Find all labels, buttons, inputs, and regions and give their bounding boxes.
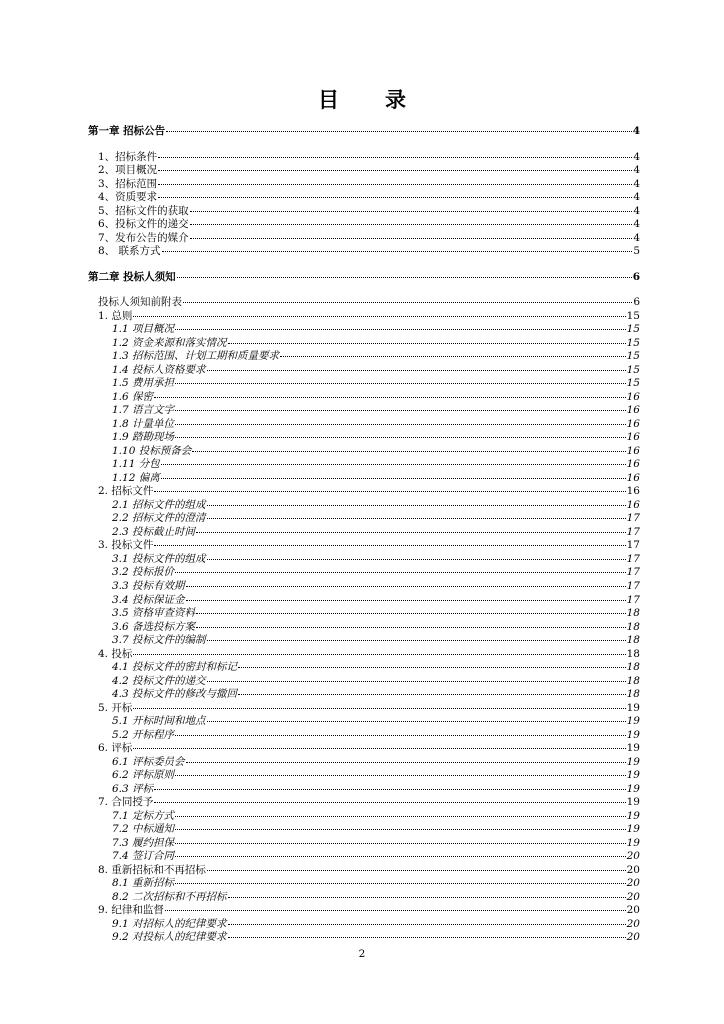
- dot-leader: [207, 681, 626, 682]
- dot-leader: [133, 748, 625, 749]
- toc-entry[interactable]: [88, 702, 640, 716]
- dot-leader: [165, 910, 626, 911]
- toc-entry[interactable]: [88, 485, 640, 499]
- page-number: 2: [358, 948, 366, 960]
- dot-leader: [158, 157, 632, 158]
- toc-entry[interactable]: [88, 526, 640, 540]
- dot-leader: [175, 437, 626, 438]
- toc-entry-page: 20: [626, 917, 640, 930]
- toc-entry-page: 18: [626, 661, 640, 674]
- toc-entry-page: 20: [626, 863, 640, 876]
- toc-entry-page: 4: [633, 231, 640, 244]
- toc-entry[interactable]: [88, 837, 640, 851]
- dot-leader: [196, 627, 626, 628]
- toc-entry-title: 6. 评标: [98, 742, 133, 755]
- toc-entry-title: 2. 招标文件: [98, 485, 154, 498]
- dot-leader: [186, 762, 626, 763]
- toc-entry[interactable]: [88, 512, 640, 526]
- toc-entry-title: 1.8 计量单位: [112, 417, 175, 430]
- dot-leader: [207, 640, 626, 641]
- toc-entry-title: 3.6 备选投标方案: [112, 620, 196, 633]
- dot-leader: [190, 238, 633, 239]
- toc-entry[interactable]: [88, 904, 640, 918]
- toc-entry-title: 6、投标文件的递交: [98, 218, 189, 231]
- dot-leader: [175, 572, 626, 573]
- dot-leader: [175, 410, 626, 411]
- toc-entry-page: 6: [633, 296, 640, 309]
- toc-entry-title: 5. 开标: [98, 701, 133, 714]
- dot-leader: [175, 883, 626, 884]
- toc-entry-page: 16: [626, 431, 640, 444]
- toc-entry-title: 3.7 投标文件的编制: [112, 634, 206, 647]
- toc-entry-title: 7.3 履约担保: [112, 836, 175, 849]
- toc-entry[interactable]: [88, 661, 640, 675]
- toc-entry-page: 16: [626, 404, 640, 417]
- toc-entry[interactable]: [88, 445, 640, 459]
- dot-leader: [175, 383, 626, 384]
- table-of-contents: [88, 125, 640, 945]
- toc-entry-title: 1.9 踏勘现场: [112, 431, 175, 444]
- toc-entry-title: 1.7 语言文字: [112, 404, 175, 417]
- dot-leader: [175, 843, 626, 844]
- toc-entry[interactable]: [88, 783, 640, 797]
- toc-entry-page: 16: [626, 417, 640, 430]
- title-char-2: 录: [385, 87, 406, 112]
- dot-leader: [158, 170, 632, 171]
- toc-entry[interactable]: [88, 296, 640, 310]
- toc-entry[interactable]: [88, 729, 640, 743]
- toc-entry-page: 17: [626, 512, 640, 525]
- dot-leader: [133, 708, 625, 709]
- dot-leader: [207, 870, 626, 871]
- dot-leader: [175, 424, 626, 425]
- toc-entry[interactable]: [88, 823, 640, 837]
- dot-leader: [228, 897, 626, 898]
- dot-leader: [207, 559, 626, 560]
- toc-entry-title: 7.2 中标通知: [112, 823, 175, 836]
- toc-entry[interactable]: [88, 756, 640, 770]
- toc-entry[interactable]: [88, 850, 640, 864]
- toc-entry[interactable]: [88, 191, 640, 205]
- toc-entry-page: 15: [626, 377, 640, 390]
- toc-entry-page: 19: [626, 755, 640, 768]
- toc-entry[interactable]: [88, 621, 640, 635]
- toc-entry-page: 16: [626, 498, 640, 511]
- toc-chapter-entry[interactable]: [88, 271, 640, 285]
- dot-leader: [207, 518, 626, 519]
- toc-entry[interactable]: [88, 918, 640, 932]
- toc-entry-page: 19: [626, 701, 640, 714]
- toc-entry[interactable]: [88, 796, 640, 810]
- toc-entry-title: 9.2 对投标人的纪律要求: [112, 931, 227, 944]
- toc-entry-title: 5.2 开标程序: [112, 728, 175, 741]
- toc-entry-title: 投标人须知前附表: [98, 296, 182, 309]
- toc-entry[interactable]: [88, 164, 640, 178]
- toc-entry[interactable]: [88, 499, 640, 513]
- toc-entry-title: 7、发布公告的媒介: [98, 231, 189, 244]
- toc-entry-page: 19: [626, 769, 640, 782]
- toc-entry[interactable]: [88, 931, 640, 945]
- toc-entry-title: 9.1 对招标人的纪律要求: [112, 917, 227, 930]
- toc-entry-title: 6.2 评标原则: [112, 769, 175, 782]
- dot-leader: [154, 491, 625, 492]
- toc-entry[interactable]: [88, 377, 640, 391]
- toc-entry-page: 4: [633, 150, 640, 163]
- toc-entry-title: 2.1 招标文件的组成: [112, 498, 206, 511]
- dot-leader: [280, 356, 626, 357]
- toc-entry-page: 18: [626, 688, 640, 701]
- toc-entry-page: 19: [626, 796, 640, 809]
- toc-entry-title: 1.10 投标预备会: [112, 444, 192, 457]
- toc-entry-title: 4. 投标: [98, 647, 133, 660]
- dot-leader: [192, 451, 625, 452]
- toc-entry-page: 4: [633, 191, 640, 204]
- toc-entry-title: 第二章 投标人须知: [88, 270, 176, 283]
- toc-entry-page: 19: [626, 823, 640, 836]
- toc-entry-title: 6.3 评标: [112, 782, 154, 795]
- toc-entry-page: 4: [633, 204, 640, 217]
- dot-leader: [154, 789, 626, 790]
- dot-leader: [158, 184, 632, 185]
- toc-entry-page: 4: [633, 164, 640, 177]
- toc-spacer: [88, 284, 640, 296]
- toc-entry-page: 19: [626, 782, 640, 795]
- dot-leader: [154, 397, 626, 398]
- toc-entry-page: 17: [626, 593, 640, 606]
- toc-entry-title: 1. 总则: [98, 309, 133, 322]
- toc-entry-title: 2.3 投标截止时间: [112, 525, 196, 538]
- toc-entry[interactable]: [88, 891, 640, 905]
- toc-entry[interactable]: [88, 810, 640, 824]
- dot-leader: [186, 586, 626, 587]
- toc-entry-title: 7.4 签订合同: [112, 850, 175, 863]
- toc-entry-title: 5.1 开标时间和地点: [112, 715, 206, 728]
- toc-entry-title: 1.12 偏离: [112, 471, 160, 484]
- toc-entry[interactable]: [88, 350, 640, 364]
- toc-entry[interactable]: [88, 364, 640, 378]
- toc-entry[interactable]: [88, 472, 640, 486]
- toc-entry-page: 20: [626, 850, 640, 863]
- toc-entry-page: 4: [633, 177, 640, 190]
- toc-entry-page: 15: [626, 350, 640, 363]
- toc-entry[interactable]: [88, 431, 640, 445]
- toc-entry-page: 19: [626, 836, 640, 849]
- toc-entry[interactable]: [88, 323, 640, 337]
- toc-entry[interactable]: [88, 458, 640, 472]
- toc-entry-page: 5: [633, 245, 640, 258]
- toc-entry[interactable]: [88, 337, 640, 351]
- toc-entry[interactable]: [88, 218, 640, 232]
- toc-entry-title: 第一章 招标公告: [88, 125, 166, 137]
- toc-entry[interactable]: [88, 877, 640, 891]
- toc-entry[interactable]: [88, 178, 640, 192]
- toc-entry-page: 17: [626, 539, 640, 552]
- toc-entry-page: 16: [626, 390, 640, 403]
- toc-entry[interactable]: [88, 245, 640, 259]
- dot-leader: [162, 251, 633, 252]
- toc-entry[interactable]: [88, 404, 640, 418]
- toc-entry-title: 1.5 费用承担: [112, 377, 175, 390]
- dot-leader: [238, 694, 626, 695]
- toc-entry-title: 3. 投标文件: [98, 539, 154, 552]
- dot-leader: [190, 211, 633, 212]
- dot-leader: [166, 131, 632, 132]
- toc-entry-page: 15: [626, 336, 640, 349]
- toc-entry-page: 16: [626, 444, 640, 457]
- toc-entry-title: 1、招标条件: [98, 150, 158, 163]
- dot-leader: [175, 329, 626, 330]
- toc-entry-title: 3.2 投标报价: [112, 566, 175, 579]
- toc-entry[interactable]: [88, 539, 640, 553]
- dot-leader: [238, 667, 626, 668]
- dot-leader: [228, 924, 626, 925]
- toc-entry[interactable]: [88, 151, 640, 165]
- toc-entry-page: 15: [626, 323, 640, 336]
- dot-leader: [186, 600, 626, 601]
- toc-entry[interactable]: [88, 580, 640, 594]
- toc-entry-page: 20: [626, 877, 640, 890]
- toc-entry-page: 18: [626, 674, 640, 687]
- toc-spacer: [88, 259, 640, 271]
- dot-leader: [154, 545, 625, 546]
- toc-entry[interactable]: [88, 232, 640, 246]
- toc-entry[interactable]: [88, 566, 640, 580]
- toc-entry-page: 19: [626, 715, 640, 728]
- toc-entry-page: 19: [626, 742, 640, 755]
- toc-entry-page: 15: [626, 309, 640, 322]
- toc-entry[interactable]: [88, 553, 640, 567]
- toc-entry[interactable]: [88, 418, 640, 432]
- toc-entry-title: 1.2 资金来源和落实情况: [112, 336, 227, 349]
- dot-leader: [196, 532, 626, 533]
- dot-leader: [177, 277, 632, 278]
- toc-entry-title: 9. 纪律和监督: [98, 904, 164, 917]
- dot-leader: [175, 816, 626, 817]
- toc-entry-page: 18: [626, 634, 640, 647]
- toc-title: [0, 84, 724, 114]
- toc-entry-page: 20: [626, 904, 640, 917]
- toc-entry[interactable]: [88, 715, 640, 729]
- toc-entry-page: 18: [626, 607, 640, 620]
- toc-entry-title: 8. 重新招标和不再招标: [98, 863, 206, 876]
- toc-entry-page: 17: [626, 579, 640, 592]
- toc-entry-page: 6: [632, 270, 640, 283]
- toc-entry-title: 3.1 投标文件的组成: [112, 552, 206, 565]
- toc-entry-title: 1.11 分包: [112, 458, 160, 471]
- toc-entry-title: 4.1 投标文件的密封和标记: [112, 661, 238, 674]
- toc-entry[interactable]: [88, 310, 640, 324]
- dot-leader: [175, 856, 626, 857]
- toc-entry-page: 18: [626, 647, 640, 660]
- toc-entry-title: 6.1 评标委员会: [112, 755, 185, 768]
- dot-leader: [175, 829, 626, 830]
- toc-entry-title: 4.3 投标文件的修改与撤回: [112, 688, 238, 701]
- dot-leader: [158, 197, 632, 198]
- toc-entry-title: 3.5 资格审查资料: [112, 607, 196, 620]
- toc-entry[interactable]: [88, 675, 640, 689]
- dot-leader: [207, 370, 626, 371]
- toc-entry-page: 20: [626, 931, 640, 944]
- dot-leader: [133, 654, 625, 655]
- toc-entry-title: 1.6 保密: [112, 390, 154, 403]
- dot-leader: [161, 478, 626, 479]
- toc-entry-page: 15: [626, 363, 640, 376]
- dot-leader: [196, 613, 626, 614]
- toc-entry-title: 8、 联系方式: [98, 245, 161, 258]
- toc-entry-page: 16: [626, 458, 640, 471]
- toc-entry[interactable]: [88, 634, 640, 648]
- toc-entry-title: 8.1 重新招标: [112, 877, 175, 890]
- toc-entry-title: 3.4 投标保证金: [112, 593, 185, 606]
- toc-entry-title: 3、招标范围: [98, 177, 158, 190]
- toc-entry-page: 4: [632, 125, 640, 137]
- toc-entry-title: 1.3 招标范围、计划工期和质量要求: [112, 350, 280, 363]
- dot-leader: [207, 721, 626, 722]
- toc-entry-title: 8.2 二次招标和不再招标: [112, 890, 227, 903]
- toc-entry-page: 17: [626, 525, 640, 538]
- toc-entry-title: 4.2 投标文件的递交: [112, 674, 206, 687]
- toc-entry-page: 17: [626, 566, 640, 579]
- dot-leader: [228, 343, 626, 344]
- toc-entry[interactable]: [88, 864, 640, 878]
- dot-leader: [175, 775, 626, 776]
- dot-leader: [183, 302, 632, 303]
- toc-entry[interactable]: [88, 607, 640, 621]
- toc-entry[interactable]: [88, 688, 640, 702]
- toc-entry[interactable]: [88, 742, 640, 756]
- dot-leader: [133, 316, 625, 317]
- toc-entry-title: 3.3 投标有效期: [112, 579, 185, 592]
- toc-entry-title: 1.4 投标人资格要求: [112, 363, 206, 376]
- toc-chapter-entry[interactable]: [88, 125, 640, 139]
- toc-entry-title: 2.2 招标文件的澄清: [112, 512, 206, 525]
- toc-entry[interactable]: [88, 769, 640, 783]
- toc-entry-page: 4: [633, 218, 640, 231]
- toc-entry[interactable]: [88, 594, 640, 608]
- toc-entry-page: 20: [626, 890, 640, 903]
- toc-entry-title: 5、招标文件的获取: [98, 204, 189, 217]
- toc-entry-title: 2、项目概况: [98, 164, 158, 177]
- toc-entry-page: 19: [626, 809, 640, 822]
- title-char-1: 目: [318, 87, 339, 112]
- toc-entry-title: 4、资质要求: [98, 191, 158, 204]
- dot-leader: [207, 505, 626, 506]
- toc-entry[interactable]: [88, 391, 640, 405]
- toc-entry-page: 16: [626, 471, 640, 484]
- dot-leader: [228, 937, 626, 938]
- toc-entry-page: 17: [626, 552, 640, 565]
- dot-leader: [175, 735, 626, 736]
- toc-entry[interactable]: [88, 648, 640, 662]
- toc-entry-title: 7. 合同授予: [98, 796, 154, 809]
- dot-leader: [154, 802, 625, 803]
- toc-entry-page: 16: [626, 485, 640, 498]
- dot-leader: [161, 464, 626, 465]
- toc-entry[interactable]: [88, 205, 640, 219]
- toc-entry-page: 19: [626, 728, 640, 741]
- toc-entry-page: 18: [626, 620, 640, 633]
- toc-spacer: [88, 139, 640, 151]
- toc-entry-title: 7.1 定标方式: [112, 809, 175, 822]
- dot-leader: [190, 224, 633, 225]
- toc-entry-title: 1.1 项目概况: [112, 323, 175, 336]
